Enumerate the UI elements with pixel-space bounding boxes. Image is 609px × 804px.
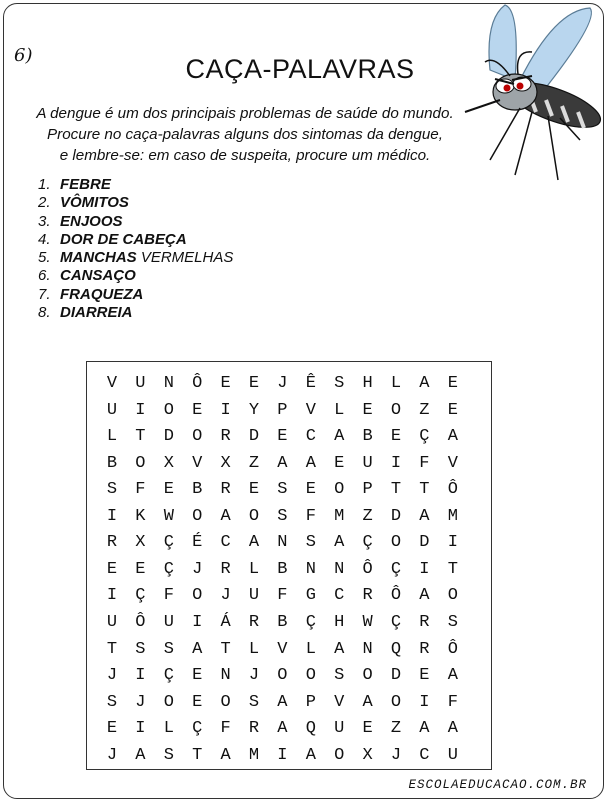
grid-letter[interactable]: Ê bbox=[305, 374, 316, 393]
grid-letter[interactable]: O bbox=[334, 480, 345, 500]
grid-letter[interactable]: A bbox=[447, 427, 458, 447]
grid-letter[interactable]: L bbox=[163, 719, 174, 739]
grid-letter[interactable]: A bbox=[248, 533, 260, 553]
grid-letter[interactable]: Z bbox=[419, 400, 430, 420]
grid-letter[interactable]: V bbox=[305, 400, 316, 420]
grid-letter[interactable]: Ô bbox=[447, 639, 458, 659]
intro-line: A dengue é um dos principais problemas de saúde do mundo. bbox=[36, 105, 454, 122]
grid-letter[interactable]: E bbox=[192, 666, 203, 686]
grid-letter[interactable]: S bbox=[334, 666, 345, 686]
grid-letter[interactable]: F bbox=[135, 480, 146, 500]
grid-letter[interactable]: R bbox=[106, 533, 118, 553]
grid-letter[interactable]: O bbox=[135, 453, 146, 473]
symptom-item: 7. FRAQUEZA bbox=[38, 285, 144, 303]
grid-row bbox=[87, 532, 491, 559]
grid-letter[interactable]: A bbox=[220, 506, 231, 526]
grid-letter[interactable]: B bbox=[277, 559, 288, 579]
grid-letter[interactable]: S bbox=[305, 533, 316, 553]
grid-letter[interactable]: E bbox=[362, 400, 373, 420]
grid-letter[interactable]: O bbox=[390, 533, 402, 553]
grid-letter[interactable]: D bbox=[390, 506, 402, 526]
symptom-list bbox=[38, 176, 233, 322]
grid-letter[interactable]: X bbox=[220, 453, 231, 473]
mosquito-illustration bbox=[460, 0, 609, 185]
grid-letter[interactable]: J bbox=[248, 666, 260, 686]
grid-letter[interactable]: O bbox=[192, 586, 203, 606]
site-footer: ESCOLAEDUCACAO.COM.BR bbox=[408, 778, 587, 792]
grid-letter[interactable]: R bbox=[248, 719, 260, 739]
grid-letter[interactable]: W bbox=[163, 506, 174, 526]
grid-row bbox=[87, 639, 491, 666]
grid-letter[interactable]: O bbox=[192, 427, 203, 447]
grid-letter[interactable]: A bbox=[277, 692, 288, 712]
grid-letter[interactable]: E bbox=[248, 480, 260, 500]
grid-letter[interactable]: F bbox=[447, 692, 458, 712]
grid-letter[interactable]: I bbox=[419, 692, 430, 712]
symptom-item: 8. DIARREIA bbox=[38, 304, 133, 322]
grid-letter[interactable]: I bbox=[192, 612, 203, 632]
grid-letter[interactable]: A bbox=[419, 719, 430, 739]
grid-letter[interactable]: S bbox=[334, 374, 345, 393]
grid-letter[interactable]: M bbox=[334, 506, 345, 526]
grid-letter[interactable]: R bbox=[362, 586, 373, 606]
grid-letter[interactable]: A bbox=[277, 719, 288, 739]
grid-letter[interactable]: É bbox=[192, 533, 203, 553]
grid-letter[interactable]: S bbox=[163, 639, 174, 659]
grid-row bbox=[87, 559, 491, 586]
grid-letter[interactable]: I bbox=[390, 453, 402, 473]
grid-letter[interactable]: A bbox=[419, 586, 430, 606]
grid-letter[interactable]: U bbox=[362, 453, 373, 473]
grid-letter[interactable]: U bbox=[106, 400, 118, 420]
grid-letter[interactable]: Y bbox=[248, 400, 260, 420]
grid-letter[interactable]: E bbox=[334, 453, 345, 473]
grid-row bbox=[87, 718, 491, 745]
grid-letter[interactable]: A bbox=[419, 506, 430, 526]
grid-letter[interactable]: O bbox=[220, 692, 231, 712]
grid-letter[interactable]: S bbox=[106, 692, 118, 712]
grid-letter[interactable]: N bbox=[220, 666, 231, 686]
grid-letter[interactable]: E bbox=[163, 480, 174, 500]
grid-letter[interactable]: A bbox=[192, 639, 203, 659]
grid-letter[interactable]: Z bbox=[248, 453, 260, 473]
grid-letter[interactable]: Ç bbox=[135, 586, 146, 606]
grid-letter[interactable]: A bbox=[305, 745, 316, 765]
grid-letter[interactable]: Ô bbox=[362, 559, 373, 579]
grid-letter[interactable]: U bbox=[106, 612, 118, 632]
grid-letter[interactable]: E bbox=[106, 719, 118, 739]
grid-letter[interactable]: T bbox=[192, 745, 203, 765]
grid-row bbox=[87, 453, 491, 480]
grid-row bbox=[87, 612, 491, 639]
grid-letter[interactable]: J bbox=[277, 374, 288, 393]
grid-letter[interactable]: Ç bbox=[192, 719, 203, 739]
word-search-grid bbox=[86, 361, 492, 770]
grid-letter[interactable]: A bbox=[334, 639, 345, 659]
grid-letter[interactable]: E bbox=[305, 480, 316, 500]
grid-letter[interactable]: L bbox=[334, 400, 345, 420]
grid-letter[interactable]: Ô bbox=[390, 586, 402, 606]
grid-letter[interactable]: B bbox=[362, 427, 373, 447]
grid-letter[interactable]: E bbox=[135, 559, 146, 579]
grid-letter[interactable]: N bbox=[305, 559, 316, 579]
symptom-item: 5. MANCHAS VERMELHAS bbox=[38, 249, 234, 267]
grid-letter[interactable]: P bbox=[277, 400, 288, 420]
grid-letter[interactable]: U bbox=[248, 586, 260, 606]
grid-letter[interactable]: M bbox=[447, 506, 458, 526]
grid-letter[interactable]: A bbox=[419, 374, 430, 393]
intro-text bbox=[10, 103, 480, 166]
grid-letter[interactable]: E bbox=[419, 666, 430, 686]
grid-letter[interactable]: O bbox=[447, 586, 458, 606]
grid-letter[interactable]: J bbox=[192, 559, 203, 579]
grid-letter[interactable]: D bbox=[248, 427, 260, 447]
grid-letter[interactable]: O bbox=[305, 666, 316, 686]
grid-letter[interactable]: Ç bbox=[390, 612, 402, 632]
grid-letter[interactable]: U bbox=[163, 612, 174, 632]
grid-letter[interactable]: U bbox=[447, 745, 458, 765]
grid-letter[interactable]: T bbox=[390, 480, 402, 500]
grid-letter[interactable]: C bbox=[305, 427, 316, 447]
intro-line: Procure no caça-palavras alguns dos sintomas da dengue, bbox=[47, 126, 443, 143]
grid-letter[interactable]: L bbox=[248, 559, 260, 579]
grid-letter[interactable]: Z bbox=[362, 506, 373, 526]
grid-letter[interactable]: I bbox=[135, 400, 146, 420]
grid-letter[interactable]: D bbox=[390, 666, 402, 686]
grid-letter[interactable]: R bbox=[220, 480, 231, 500]
grid-letter[interactable]: Z bbox=[390, 719, 402, 739]
symptom-item: 2. VÔMITOS bbox=[38, 194, 129, 212]
grid-letter[interactable]: S bbox=[277, 506, 288, 526]
grid-letter[interactable]: Á bbox=[220, 612, 231, 632]
grid-row bbox=[87, 479, 491, 506]
grid-letter[interactable]: K bbox=[135, 506, 146, 526]
grid-letter[interactable]: Ô bbox=[192, 374, 203, 393]
grid-letter[interactable]: V bbox=[106, 374, 118, 393]
grid-letter[interactable]: E bbox=[248, 374, 260, 393]
grid-letter[interactable]: J bbox=[106, 666, 118, 686]
grid-letter[interactable]: T bbox=[106, 639, 118, 659]
symptom-item: 3. ENJOOS bbox=[38, 212, 123, 230]
grid-row bbox=[87, 585, 491, 612]
grid-letter[interactable]: A bbox=[447, 666, 458, 686]
grid-letter[interactable]: A bbox=[305, 453, 316, 473]
grid-letter[interactable]: Ç bbox=[163, 533, 174, 553]
grid-letter[interactable]: F bbox=[305, 506, 316, 526]
symptom-item: 6. CANSAÇO bbox=[38, 267, 136, 285]
grid-letter[interactable]: H bbox=[362, 374, 373, 393]
grid-letter[interactable]: A bbox=[135, 745, 146, 765]
symptom-item: 1. FEBRE bbox=[38, 176, 111, 193]
grid-letter[interactable]: E bbox=[192, 692, 203, 712]
grid-letter[interactable]: L bbox=[248, 639, 260, 659]
grid-letter[interactable]: A bbox=[334, 533, 345, 553]
grid-letter[interactable]: O bbox=[192, 506, 203, 526]
grid-letter[interactable]: L bbox=[106, 427, 118, 447]
grid-letter[interactable]: B bbox=[277, 612, 288, 632]
grid-letter[interactable]: L bbox=[390, 374, 402, 393]
grid-letter[interactable]: I bbox=[106, 506, 118, 526]
grid-letter[interactable]: P bbox=[362, 480, 373, 500]
grid-letter[interactable]: J bbox=[135, 692, 146, 712]
grid-row bbox=[87, 373, 491, 400]
grid-letter[interactable]: A bbox=[220, 745, 231, 765]
grid-letter[interactable]: Ô bbox=[135, 612, 146, 632]
grid-letter[interactable]: Q bbox=[305, 719, 316, 739]
grid-letter[interactable]: T bbox=[220, 639, 231, 659]
grid-letter[interactable]: O bbox=[163, 692, 174, 712]
grid-letter[interactable]: J bbox=[220, 586, 231, 606]
grid-letter[interactable]: I bbox=[106, 586, 118, 606]
grid-letter[interactable]: W bbox=[362, 612, 373, 632]
grid-row bbox=[87, 506, 491, 533]
grid-letter[interactable]: F bbox=[419, 453, 430, 473]
grid-letter[interactable]: X bbox=[362, 745, 373, 765]
grid-row bbox=[87, 665, 491, 692]
grid-letter[interactable]: B bbox=[192, 480, 203, 500]
grid-letter[interactable]: T bbox=[419, 480, 430, 500]
grid-letter[interactable]: J bbox=[106, 745, 118, 765]
grid-letter[interactable]: L bbox=[305, 639, 316, 659]
grid-letter[interactable]: F bbox=[220, 719, 231, 739]
grid-letter[interactable]: F bbox=[163, 586, 174, 606]
grid-letter[interactable]: E bbox=[277, 427, 288, 447]
grid-letter[interactable]: S bbox=[277, 480, 288, 500]
grid-letter[interactable]: C bbox=[419, 745, 430, 765]
grid-letter[interactable]: G bbox=[305, 586, 316, 606]
grid-letter[interactable]: I bbox=[447, 533, 458, 553]
grid-letter[interactable]: C bbox=[220, 533, 231, 553]
grid-letter[interactable]: O bbox=[390, 692, 402, 712]
grid-letter[interactable]: E bbox=[390, 427, 402, 447]
grid-letter[interactable]: O bbox=[248, 506, 260, 526]
grid-letter[interactable]: Ç bbox=[419, 427, 430, 447]
grid-letter[interactable]: U bbox=[135, 374, 146, 393]
grid-letter[interactable]: I bbox=[135, 666, 146, 686]
grid-letter[interactable]: A bbox=[334, 427, 345, 447]
grid-letter[interactable]: Ç bbox=[305, 612, 316, 632]
grid-letter[interactable]: Ô bbox=[447, 480, 458, 500]
grid-letter[interactable]: Ç bbox=[390, 559, 402, 579]
grid-letter[interactable]: P bbox=[305, 692, 316, 712]
grid-letter[interactable]: E bbox=[106, 559, 118, 579]
grid-letter[interactable]: N bbox=[362, 639, 373, 659]
grid-letter[interactable]: F bbox=[277, 586, 288, 606]
grid-letter[interactable]: A bbox=[447, 719, 458, 739]
grid-row bbox=[87, 745, 491, 772]
grid-letter[interactable]: H bbox=[334, 612, 345, 632]
grid-letter[interactable]: D bbox=[419, 533, 430, 553]
grid-letter[interactable]: D bbox=[163, 427, 174, 447]
grid-letter[interactable]: E bbox=[447, 374, 458, 393]
grid-letter[interactable]: U bbox=[334, 719, 345, 739]
grid-letter[interactable]: Ç bbox=[362, 533, 373, 553]
grid-letter[interactable]: Ç bbox=[163, 559, 174, 579]
grid-letter[interactable]: R bbox=[220, 559, 231, 579]
grid-letter[interactable]: N bbox=[163, 374, 174, 393]
grid-letter[interactable]: E bbox=[220, 374, 231, 393]
grid-letter[interactable]: V bbox=[447, 453, 458, 473]
grid-letter[interactable]: V bbox=[334, 692, 345, 712]
grid-letter[interactable]: R bbox=[419, 612, 430, 632]
grid-letter[interactable]: S bbox=[163, 745, 174, 765]
grid-letter[interactable]: I bbox=[220, 400, 231, 420]
grid-letter[interactable]: V bbox=[192, 453, 203, 473]
grid-letter[interactable]: J bbox=[390, 745, 402, 765]
question-number: 6) bbox=[14, 45, 33, 66]
grid-letter[interactable]: E bbox=[447, 400, 458, 420]
grid-row bbox=[87, 400, 491, 427]
grid-letter[interactable]: N bbox=[277, 533, 288, 553]
grid-letter[interactable]: O bbox=[362, 666, 373, 686]
grid-letter[interactable]: R bbox=[220, 427, 231, 447]
grid-letter[interactable]: R bbox=[248, 612, 260, 632]
grid-row bbox=[87, 426, 491, 453]
grid-letter[interactable]: I bbox=[419, 559, 430, 579]
grid-letter[interactable]: N bbox=[334, 559, 345, 579]
grid-letter[interactable]: B bbox=[106, 453, 118, 473]
grid-letter[interactable]: Q bbox=[390, 639, 402, 659]
grid-letter[interactable]: A bbox=[277, 453, 288, 473]
grid-letter[interactable]: S bbox=[447, 612, 458, 632]
intro-line: e lembre-se: em caso de suspeita, procure um médico. bbox=[59, 147, 431, 164]
grid-letter[interactable]: I bbox=[135, 719, 146, 739]
grid-letter[interactable]: O bbox=[163, 400, 174, 420]
page-title: CAÇA-PALAVRAS bbox=[185, 54, 415, 84]
grid-letter[interactable]: S bbox=[248, 692, 260, 712]
grid-letter[interactable]: T bbox=[447, 559, 458, 579]
grid-letter[interactable]: R bbox=[419, 639, 430, 659]
grid-row bbox=[87, 692, 491, 719]
grid-letter[interactable]: E bbox=[192, 400, 203, 420]
grid-letter[interactable]: V bbox=[277, 639, 288, 659]
grid-letter[interactable]: T bbox=[135, 427, 146, 447]
grid-letter[interactable]: A bbox=[362, 692, 373, 712]
grid-letter[interactable]: E bbox=[362, 719, 373, 739]
grid-letter[interactable]: C bbox=[334, 586, 345, 606]
grid-letter[interactable]: M bbox=[248, 745, 260, 765]
symptom-item: 4. DOR DE CABEÇA bbox=[38, 230, 187, 248]
grid-letter[interactable]: O bbox=[390, 400, 402, 420]
grid-letter[interactable]: S bbox=[106, 480, 118, 500]
grid-letter[interactable]: O bbox=[334, 745, 345, 765]
grid-letter[interactable]: Ç bbox=[163, 666, 174, 686]
grid-letter[interactable]: X bbox=[135, 533, 146, 553]
grid-letter[interactable]: X bbox=[163, 453, 174, 473]
grid-letter[interactable]: S bbox=[135, 639, 146, 659]
grid-letter[interactable]: O bbox=[277, 666, 288, 686]
grid-letter[interactable]: I bbox=[277, 745, 288, 765]
